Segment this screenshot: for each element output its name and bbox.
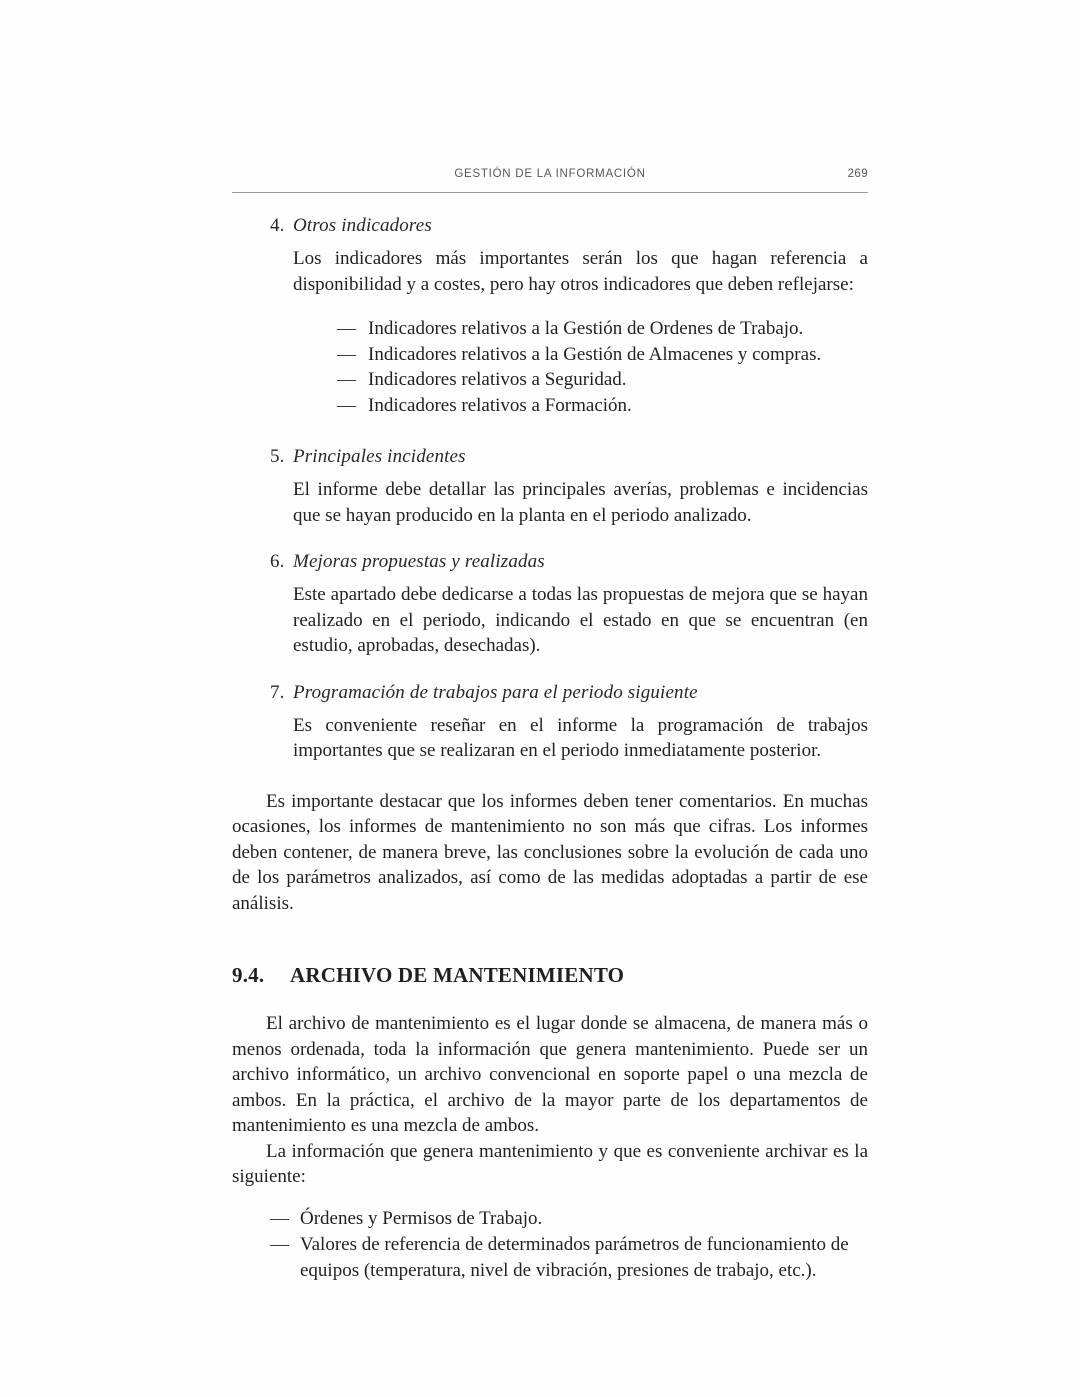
em-dash-icon: —: [337, 369, 356, 390]
list-item: [232, 342, 868, 368]
numbered-item-body: El informe debe detallar las principales averías, problemas e incidencias que se hayan producido en la planta en el periodo analizado.: [293, 479, 868, 526]
list-item: [232, 393, 868, 419]
list-item-text: Indicadores relativos a Formación.: [368, 394, 632, 416]
numbered-item-number: 5.: [270, 446, 285, 467]
numbered-item-4: [232, 212, 868, 418]
numbered-item-heading: [232, 548, 868, 575]
section-heading: [232, 961, 868, 989]
numbered-item-title: Mejoras propuestas y realizadas: [293, 551, 545, 572]
list-item-text: Indicadores relativos a la Gestión de Almacenes y compras.: [368, 343, 822, 365]
em-dash-icon: —: [337, 394, 356, 416]
em-dash-icon: —: [337, 318, 356, 339]
list-item-text: Órdenes y Permisos de Trabajo.: [300, 1207, 543, 1229]
numbered-item-6: [232, 548, 868, 659]
section-paragraph-1: El archivo de mantenimiento es el lugar donde se almacena, de manera más o menos ordenada, toda la información que genera mantenimiento. Puede ser un archivo informático, un archivo convencional en soporte papel o una mezcla de ambos. En la práctica, el archivo de la mayor parte de los departamentos de mantenimiento es una mezcla de ambos.: [232, 1013, 868, 1136]
page-content: [232, 212, 868, 1284]
dash-list-indicadores: [232, 316, 868, 418]
list-item: [232, 1206, 868, 1232]
section-number: 9.4.: [232, 963, 265, 987]
numbered-item-number: 4.: [270, 215, 285, 236]
numbered-item-7: [232, 679, 868, 764]
list-item: [232, 316, 868, 342]
numbered-item-heading: [232, 679, 868, 706]
numbered-item-heading: [232, 443, 868, 470]
em-dash-icon: —: [337, 343, 356, 365]
running-head-title: GESTIÓN DE LA INFORMACIÓN: [454, 168, 646, 180]
list-item: [232, 367, 868, 393]
header-rule: [232, 192, 868, 193]
em-dash-icon: —: [270, 1207, 289, 1229]
numbered-item-body: Los indicadores más importantes serán los que hagan referencia a disponibilidad y a costes, pero hay otros indicadores que deben reflejarse:: [293, 248, 868, 295]
numbered-item-body: Es conveniente reseñar en el informe la programación de trabajos importantes que se realizaran en el periodo inmediatamente posterior.: [293, 714, 868, 761]
dash-list-archivo: [232, 1206, 868, 1284]
section-title: ARCHIVO DE MANTENIMIENTO: [290, 963, 625, 987]
closing-paragraph: Es importante destacar que los informes deben tener comentarios. En muchas ocasiones, los informes de mantenimiento no son más que cifras. Los informes deben contener, de manera breve, las conclusiones sobre la evolución de cada uno de los parámetros analizados, así como de las medidas adoptadas a partir de ese análisis.: [232, 790, 868, 914]
numbered-item-number: 6.: [270, 551, 285, 572]
list-item-text: Indicadores relativos a la Gestión de Ordenes de Trabajo.: [368, 318, 804, 339]
numbered-item-number: 7.: [270, 681, 285, 703]
numbered-item-5: [232, 443, 868, 528]
page-number: 269: [847, 168, 868, 180]
list-item-text: Valores de referencia de determinados parámetros de funcionamiento de equipos (temperatura, nivel de vibración, presiones de trabajo, etc.).: [300, 1233, 849, 1281]
numbered-item-title: Programación de trabajos para el periodo siguiente: [293, 681, 698, 703]
em-dash-icon: —: [270, 1233, 289, 1255]
list-item: [232, 1232, 868, 1284]
numbered-item-title: Principales incidentes: [293, 446, 466, 467]
numbered-item-title: Otros indicadores: [293, 215, 432, 236]
section-paragraph-2: La información que genera mantenimiento y que es conveniente archivar es la siguiente:: [232, 1140, 868, 1187]
numbered-item-body: Este apartado debe dedicarse a todas las propuestas de mejora que se hayan realizado en el periodo, indicando el estado en que se encuentran (en estudio, aprobadas, desechadas).: [293, 584, 868, 656]
running-head: [232, 168, 868, 192]
numbered-item-heading: [232, 212, 868, 239]
list-item-text: Indicadores relativos a Seguridad.: [368, 369, 627, 390]
